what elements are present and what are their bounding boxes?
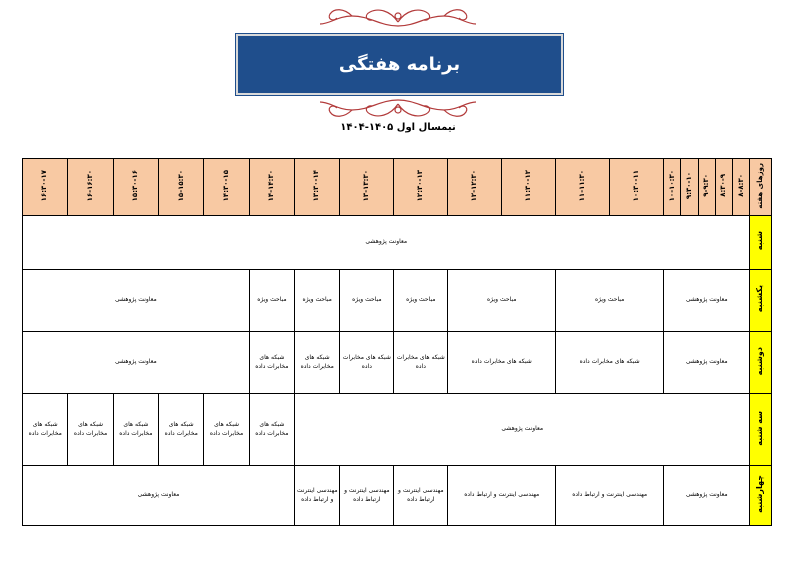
schedule-cell: مباحث ویژه <box>394 270 448 332</box>
time-slot-header <box>448 159 502 216</box>
schedule-cell: شبکه های مخابرات داده <box>249 332 294 394</box>
header-row <box>23 159 772 216</box>
time-slot-header <box>698 159 715 216</box>
schedule-cell: معاونت پژوهشی <box>23 332 250 394</box>
schedule-cell: شبکه های مخابرات داده <box>556 332 664 394</box>
time-slot-header <box>340 159 394 216</box>
day-label-cell <box>750 216 772 270</box>
schedule-cell: شبکه های مخابرات داده <box>448 332 556 394</box>
schedule-cell: شبکه های مخابرات داده <box>204 394 249 466</box>
days-header: روزهای هفته <box>750 159 772 216</box>
time-slot-label: ۱۴:۳۰-۱۵ <box>221 169 230 202</box>
schedule-cell: شبکه های مخابرات داده <box>295 332 340 394</box>
time-slot-label: ۸-۸:۳۰ <box>736 174 745 197</box>
time-slot-header <box>715 159 732 216</box>
time-slot-header <box>610 159 664 216</box>
time-slot-label: ۱۵:۳۰-۱۶ <box>131 169 140 202</box>
day-label-cell <box>750 394 772 466</box>
schedule-cell: معاونت پژوهشی <box>664 332 750 394</box>
schedule-cell: مهندسی اینترنت و ارتباط داده <box>394 466 448 526</box>
time-slot-label: ۸:۳۰-۹ <box>719 174 728 197</box>
day-row <box>23 466 772 526</box>
schedule-cell: مهندسی اینترنت و ارتباط داده <box>295 466 340 526</box>
time-slot-label: ۹-۹:۳۰ <box>702 174 711 197</box>
time-slot-header <box>681 159 698 216</box>
schedule-cell: شبکه های مخابرات داده <box>23 394 68 466</box>
day-row <box>23 216 772 270</box>
time-slot-label: ۱۲-۱۲:۳۰ <box>470 169 479 202</box>
schedule-cell: شبکه های مخابرات داده <box>249 394 294 466</box>
schedule-cell: معاونت پژوهشی <box>23 270 250 332</box>
title-banner <box>236 34 563 95</box>
schedule-cell: شبکه های مخابرات داده <box>68 394 113 466</box>
top-ornament <box>0 2 796 32</box>
time-slot-label: ۱۶-۱۶:۳۰ <box>85 169 94 202</box>
time-slot-header <box>204 159 249 216</box>
time-slot-label: ۱۰:۳۰-۱۱ <box>631 169 640 202</box>
day-label: چهارشنبه <box>755 475 765 513</box>
time-slot-label: ۱۳-۱۳:۳۰ <box>362 169 371 202</box>
schedule-cell: معاونت پژوهشی <box>295 394 750 466</box>
page-title: برنامه هفتگی <box>338 54 461 75</box>
schedule-cell: معاونت پژوهشی <box>23 216 750 270</box>
day-label: شنبه <box>755 231 765 251</box>
bottom-ornament <box>0 94 796 124</box>
day-row <box>23 332 772 394</box>
time-slot-header <box>68 159 113 216</box>
schedule-cell: مباحث ویژه <box>556 270 664 332</box>
schedule-table <box>22 158 772 526</box>
time-slot-header <box>249 159 294 216</box>
day-row <box>23 270 772 332</box>
day-label-cell <box>750 466 772 526</box>
time-slot-header <box>394 159 448 216</box>
time-slot-header <box>502 159 556 216</box>
time-slot-label: ۱۱-۱۱:۳۰ <box>577 169 586 202</box>
schedule-cell: معاونت پژوهشی <box>664 270 750 332</box>
schedule-cell: مهندسی اینترنت و ارتباط داده <box>448 466 556 526</box>
time-slot-label: ۹:۳۰-۱۰ <box>684 171 693 199</box>
time-slot-label: ۱۱:۳۰-۱۲ <box>523 169 532 202</box>
day-row <box>23 394 772 466</box>
schedule-cell: مباحث ویژه <box>448 270 556 332</box>
day-label: دوشنبه <box>755 346 765 376</box>
schedule-cell: مهندسی اینترنت و ارتباط داده <box>340 466 394 526</box>
time-slot-label: ۱۰-۱۰:۳۰ <box>667 169 676 202</box>
schedule-cell: شبکه های مخابرات داده <box>340 332 394 394</box>
schedule-cell: مباحث ویژه <box>295 270 340 332</box>
day-label: سه شنبه <box>755 410 765 446</box>
day-label: یکشنبه <box>755 285 765 313</box>
time-slot-label: ۱۳:۳۰-۱۴ <box>312 169 321 202</box>
time-slot-header <box>159 159 204 216</box>
time-slot-header <box>733 159 750 216</box>
schedule-cell: شبکه های مخابرات داده <box>113 394 158 466</box>
time-slot-label: ۱۴-۱۴:۳۰ <box>267 169 276 202</box>
schedule-cell: معاونت پژوهشی <box>664 466 750 526</box>
schedule-cell: شبکه های مخابرات داده <box>159 394 204 466</box>
time-slot-header <box>556 159 610 216</box>
time-slot-header <box>664 159 681 216</box>
day-label-cell <box>750 332 772 394</box>
time-slot-header <box>295 159 340 216</box>
schedule-body <box>23 216 772 526</box>
schedule-cell: مباحث ویژه <box>249 270 294 332</box>
time-slot-header <box>113 159 158 216</box>
semester-label: نیمسال اول ۱۴۰۵-۱۴۰۴ <box>340 122 456 133</box>
time-slot-label: ۱۵-۱۵:۳۰ <box>176 169 185 202</box>
time-slot-label: ۱۲:۳۰-۱۳ <box>416 169 425 202</box>
schedule-cell: معاونت پژوهشی <box>23 466 295 526</box>
schedule-cell: مباحث ویژه <box>340 270 394 332</box>
time-slot-label: ۱۶:۳۰-۱۷ <box>40 169 49 202</box>
schedule-cell: مهندسی اینترنت و ارتباط داده <box>556 466 664 526</box>
day-label-cell <box>750 270 772 332</box>
time-slot-header <box>23 159 68 216</box>
schedule-cell: شبکه های مخابرات داده <box>394 332 448 394</box>
